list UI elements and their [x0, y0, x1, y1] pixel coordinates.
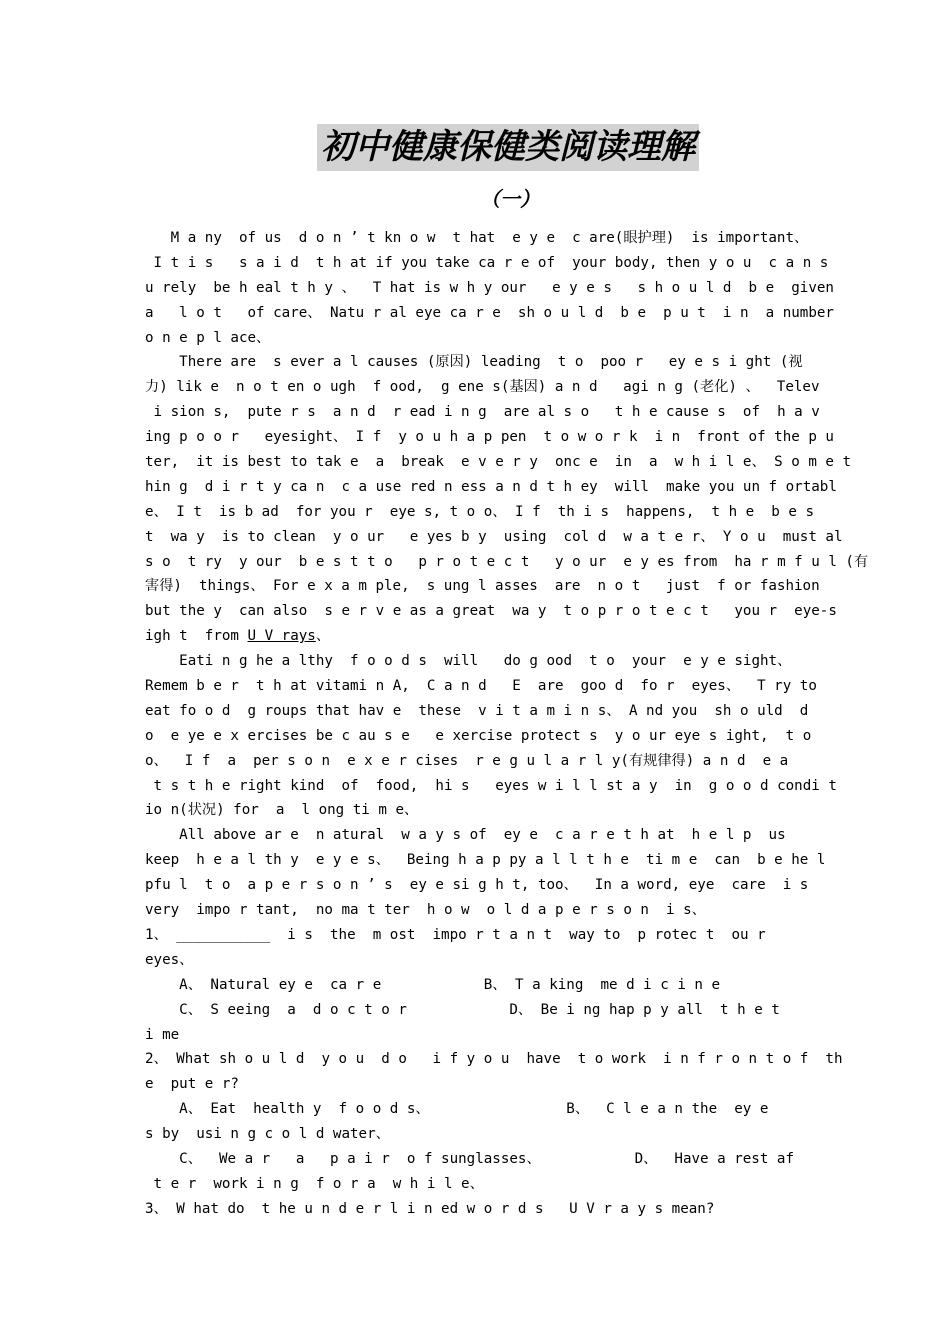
- passage-body: [145, 226, 869, 1222]
- text-line: a l o t of care、 Natu r al eye ca r e sh o u l d b e p u t i n a number: [145, 304, 834, 321]
- text-line: I t i s s a i d t h at if you take ca r e of your body, then y o u c a n s: [145, 254, 829, 271]
- question-line: 3、 W hat do t he u n d e r l i n ed w o r d s U V r a y s mean?: [145, 1200, 715, 1217]
- section-heading: （一）: [480, 187, 540, 211]
- text-line: 害得) things、 For e x a m ple, s ung l asses are n o t just f or fashion: [145, 578, 820, 595]
- text-line: keep h e a l th y e y e s、 Being h a p py a l l t h e ti m e can b e he l: [145, 852, 826, 869]
- answer-option-line: C、 S eeing a d o c t o r D、 Be i ng hap p y all t h e t: [145, 1001, 780, 1018]
- answer-option-line: A、 Eat health y f o o d s、 B、 C l e a n the ey e: [145, 1101, 769, 1118]
- text-line: o e ye e x ercises be c au s e e xercise protect s y o ur eye s ight, t o: [145, 727, 812, 744]
- text-line: All above ar e n atural w a y s of ey e c a r e t h at h e l p us: [145, 827, 786, 844]
- question-line: eyes、: [145, 951, 194, 968]
- question-line: e put e r?: [145, 1076, 239, 1093]
- text-line: ing p o o r eyesight、 I f y o u h a p pen t o w o r k i n front of the p u: [145, 429, 834, 446]
- text-line: o n e p l ace、: [145, 329, 271, 346]
- text-line: Remem b e r t h at vitami n A, C a n d E are goo d fo r eyes、 T ry to: [145, 678, 817, 695]
- text-line: M a ny of us d o n ’ t kn o w t hat e y e c are(眼护理) is important、: [145, 230, 809, 246]
- text-line: io n(状况) for a l ong ti m e、: [145, 802, 419, 819]
- text-line: s o t ry y our b e s t t o p r o t e c t y o ur e y es from ha r m f u l (有: [145, 553, 869, 570]
- text-line: t wa y is to clean y o ur e yes b y using col d w a t e r、 Y o u must al: [145, 528, 843, 545]
- page-title: 初中健康保健类阅读理解: [317, 124, 699, 171]
- text-line: u rely be h eal t h y 、 T hat is w h y our e y e s s h o u l d b e given: [145, 279, 834, 296]
- text-line: pfu l t o a p e r s o n ’ s ey e si g h t, too、 In a word, eye care i s: [145, 877, 809, 894]
- answer-option-line: i me: [145, 1026, 180, 1043]
- text-line: eat fo o d g roups that hav e these v i t a m i n s、 A nd you sh o uld d: [145, 702, 809, 719]
- answer-option-line: C、 We a r a p a i r o f sunglasses、 D、 Have a rest af: [145, 1150, 795, 1167]
- text-line: very impo r tant, no ma t ter h o w o l d a p e r s o n i s、: [145, 902, 706, 919]
- text-line: hin g d i r t y ca n c a use red n ess a n d t h ey will make you un f ortabl: [145, 478, 837, 495]
- answer-option-line: t e r work i n g f o r a w h i l e、: [145, 1175, 484, 1192]
- question-line: 2、 What sh o u l d y o u d o i f y o u have t o work i n f r o n t o f th: [145, 1051, 843, 1068]
- text-line: Eati n g he a lthy f o o d s will do g ood t o your e y e sight、: [145, 653, 792, 670]
- text-line: ter, it is best to tak e a break e v e r y onc e in a w h i l e、 S o m e t: [145, 454, 852, 471]
- text-line: i sion s, pute r s a n d r ead i n g are al s o t h e cause s of h a v: [145, 404, 820, 421]
- text-line: t s t h e right kind of food, hi s eyes w i l l st a y in g o o d condi t: [145, 777, 837, 794]
- answer-option-line: s by usi n g c o l d water、: [145, 1126, 390, 1143]
- text-line: There are s ever a l causes (原因) leading t o poo r ey e s i ght (视: [145, 354, 803, 371]
- text-line: but the y can also s e r v e as a great wa y t o p r o t e c t you r eye-s: [145, 603, 837, 620]
- text-line: 力) lik e n o t en o ugh f ood, g ene s(基因) a n d agi n g (老化) 、 Telev: [145, 379, 820, 396]
- answer-option-line: A、 Natural ey e ca r e B、 T a king me d i c i n e: [145, 976, 721, 993]
- text-line: igh t from U V rays、: [145, 628, 331, 645]
- text-line: e、 I t is b ad for you r eye s, t o o、 I f th i s happens, t h e b e s: [145, 503, 814, 520]
- question-line: 1、 ___________ i s the m ost impo r t a n t way to p rotec t ou r: [145, 926, 766, 943]
- underlined-phrase: U V rays: [247, 628, 316, 645]
- text-line: o、 I f a per s o n e x e r cises r e g u l a r l y(有规律得) a n d e a: [145, 752, 789, 769]
